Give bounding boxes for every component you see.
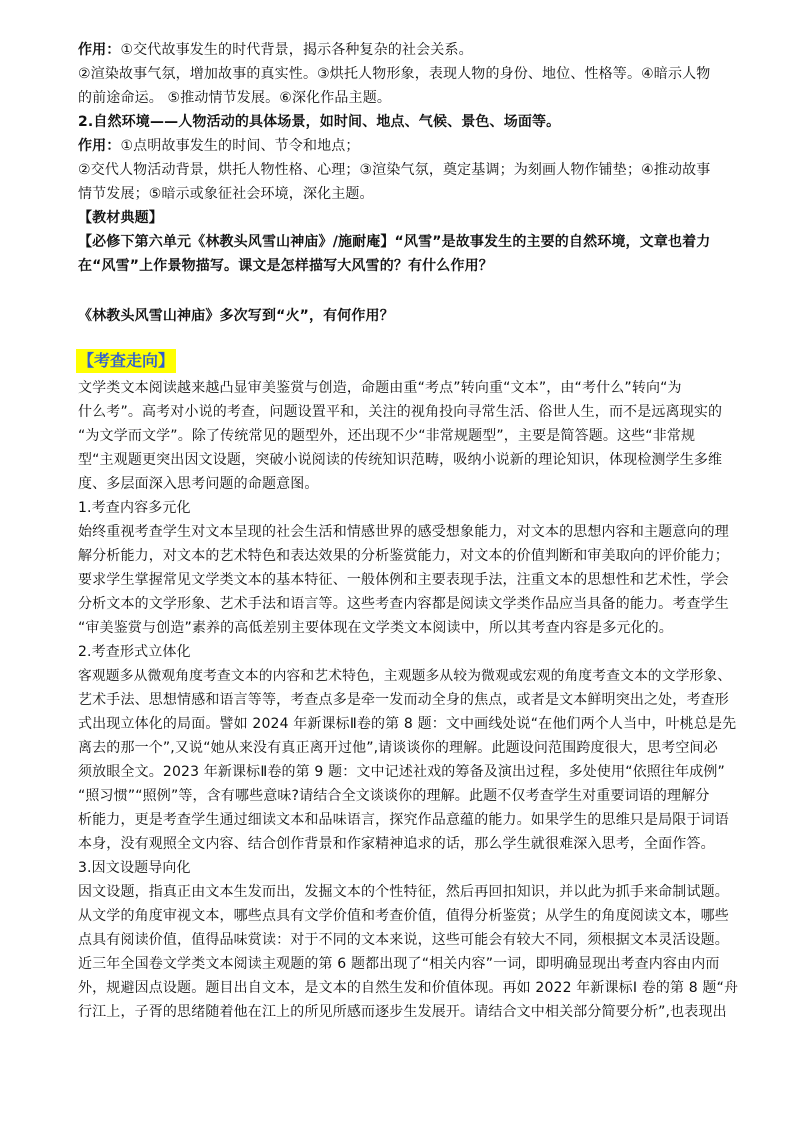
text-line: 行江上，子胥的思绪随着他在江上的所见所感而逐步生发展开。请结合文中相关部分简要分析”,也表现出	[78, 1004, 727, 1020]
text-line: 艺术手法、思想情感和语言等等，考查点多是牵一发而动全身的焦点，或者是文本鲜明突出之处，考查形	[78, 692, 729, 708]
text-line: 分析文本的文学形象、艺术手法和语言等。这些考查内容都是阅读文学类作品应当具备的能力。考查学生	[78, 596, 729, 612]
text-line: 作用：①交代故事发生的时代背景，揭示各种复杂的社会关系。	[78, 42, 473, 58]
text-line: 须放眼全文。2023 年新课标Ⅱ卷的第 9 题：文中记述社戏的筹备及演出过程，多处使用“依照往年成例”	[78, 764, 725, 780]
text-line: 外，规避因点设题。题目出自文本，是文本的自然生发和价值体现。再如 2022 年新课标Ⅰ 卷的第 8 题“舟	[78, 980, 739, 996]
text-line: 什么考”。高考对小说的考查，问题设置平和，关注的视角投向寻常生活、俗世人生，而不是远离现实的	[78, 404, 723, 420]
section-heading-exam-trend: 【考查走向】	[76, 349, 176, 373]
text-line: 析能力，更是考查学生通过细读文本和品味语言，探究作品意蕴的能力。如果学生的思维只是局限于词语	[78, 812, 729, 828]
text-line: 点具有阅读价值，值得品味赏读：对于不同的文本来说，这些可能会有较大不同，须根据文本灵活设题。	[78, 932, 729, 948]
spacer	[78, 328, 740, 346]
text-line: “审美鉴赏与创造”素养的高低差别主要体现在文学类文本阅读中，所以其考查内容是多元化的。	[78, 620, 673, 636]
text-line: ②渲染故事气氛，增加故事的真实性。③烘托人物形象，表现人物的身份、地位、性格等。④暗示人物	[78, 66, 711, 82]
text-line: 离去的那一个”,又说“她从来没有真正离开过他”,请谈谈你的理解。此题设问范围跨度很大，思考空间必	[78, 740, 718, 756]
section-heading-wrap	[76, 346, 740, 376]
text-line: 客观题多从微观角度考查文本的内容和艺术特色，主观题多从较为微观或宏观的角度考查文本的文学形象、	[78, 668, 732, 684]
text-line: “照习惯”“照例”等，含有哪些意味?请结合全文谈谈你的理解。此题不仅考查学生对重要词语的理解分	[78, 788, 710, 804]
subheading-question-design: 3.因文设题导向化	[78, 860, 191, 876]
text-line: 的前途命运。 ⑤推动情节发展。⑥深化作品主题。	[78, 90, 392, 106]
subheading-form: 2.考查形式立体化	[78, 644, 191, 660]
text-line: 型“主观题更突出因文设题，突破小说阅读的传统知识范畴，吸纳小说新的理论知识，体现检测学生多维	[78, 452, 723, 468]
text-line: 始终重视考查学生对文本呈现的社会生活和情感世界的感受想象能力，对文本的思想内容和主题意向的理	[78, 524, 729, 540]
text-line: 作用：①点明故事发生的时间、节令和地点；	[78, 138, 360, 154]
label-function: 作用：	[78, 138, 121, 154]
spacer	[78, 278, 740, 304]
label-function: 作用：	[78, 42, 121, 58]
text-line: 文学类文本阅读越来越凸显审美鉴赏与创造，命题由重“考点”转向重“文本”，由“考什么”转向“为	[78, 380, 682, 396]
heading-textbook-questions: 【教材典题】	[78, 210, 163, 226]
text-line: 度、多层面深入思考问题的命题意图。	[78, 476, 319, 492]
text-line: ②交代人物活动背景，烘托人物性格、心理；③渲染气氛，奠定基调；为刻画人物作铺垫；④推动故事	[78, 162, 711, 178]
text-line: “为文学而文学”。除了传统常见的题型外，还出现不少“非常规题型”，主要是简答题。这些“非常规	[78, 428, 696, 444]
question-line: 【必修下第六单元《林教头风雪山神庙》/施耐庵】“风雪”是故事发生的主要的自然环境，文章也着力	[78, 234, 711, 250]
question-line: 在“风雪”上作景物描写。课文是怎样描写大风雪的？有什么作用？	[78, 258, 493, 274]
subheading-natural-environment: 2.自然环境——人物活动的具体场景，如时间、地点、气候、景色、场面等。	[78, 114, 561, 130]
text-line: 要求学生掌握常见文学类文本的基本特征、一般体例和主要表现手法，注重文本的思想性和艺术性，学会	[78, 572, 729, 588]
text-line: 因文设题，指真正由文本生发而出，发掘文本的个性特征，然后再回扣知识，并以此为抓手来命制试题。	[78, 884, 729, 900]
text-line: 本身，没有观照全文内容、结合创作背景和作家精神追求的话，那么学生就很难深入思考，全面作答。	[78, 836, 715, 852]
text-line: 从文学的角度审视文本，哪些点具有文学价值和考查价值，值得分析鉴赏；从学生的角度阅读文本，哪些	[78, 908, 729, 924]
document-page	[78, 38, 740, 1024]
text-line: 近三年全国卷文学类文本阅读主观题的第 6 题都出现了“相关内容”一词，即明确显现出考查内容由内而	[78, 956, 720, 972]
text-line: 式出现立体化的局面。譬如 2024 年新课标Ⅱ卷的第 8 题：文中画线处说“在他们两个人当中，叶桃总是先	[78, 716, 737, 732]
text-line: 情节发展；⑤暗示或象征社会环境，深化主题。	[78, 186, 374, 202]
text-line: 解分析能力，对文本的艺术特色和表达效果的分析鉴赏能力，对文本的价值判断和审美取向的评价能力；	[78, 548, 729, 564]
subheading-content: 1.考查内容多元化	[78, 500, 191, 516]
question-line: 《林教头风雪山神庙》多次写到“火”，有何作用？	[78, 308, 394, 324]
